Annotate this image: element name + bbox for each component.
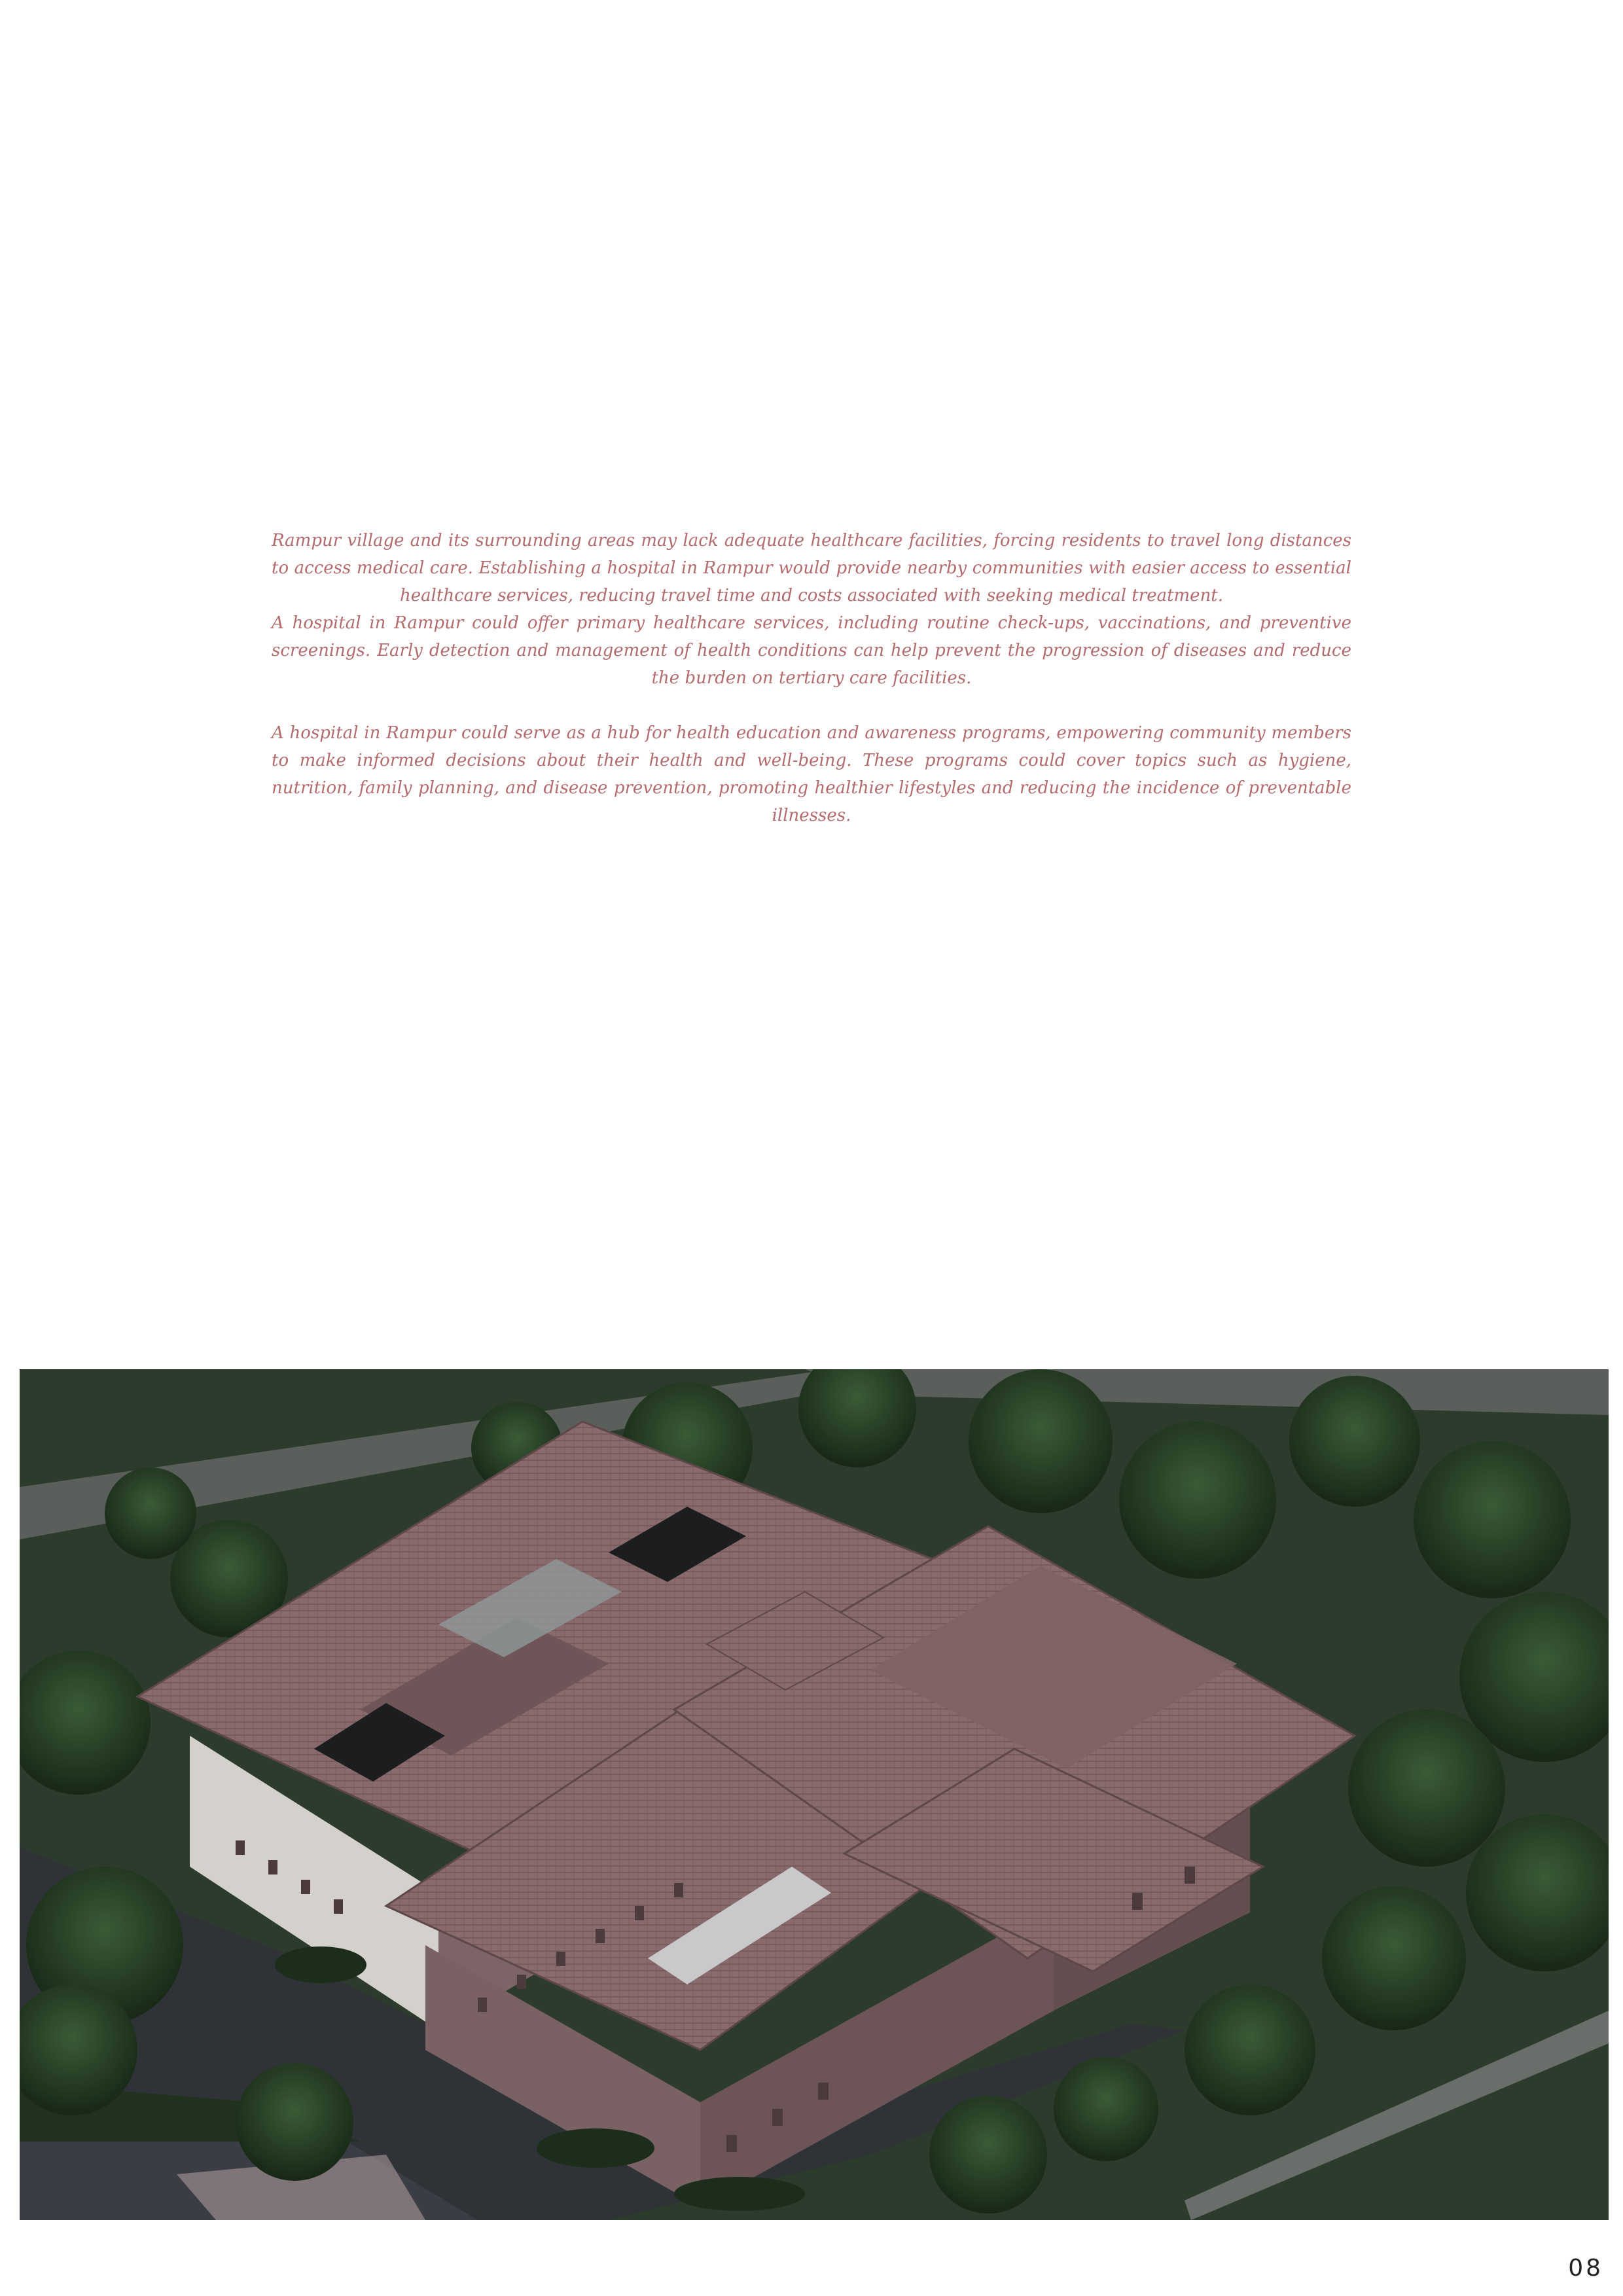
paragraph-3: A hospital in Rampur could serve as a hub for health education and awareness programs, empowering community members to make informed decisions about their health and well-being. These programs could cover topics such as hygiene, nutrition, family planning, and disease prevention, promoting healthier lifestyles and reducing the incidence of preventable illnesses. bbox=[272, 723, 1351, 825]
render-illustration bbox=[20, 1369, 1609, 2220]
paragraph-1: Rampur village and its surrounding areas may lack adequate healthcare facilities, forcing residents to travel long distances to access medical care. Establishing a hospital in Rampur would provide nearby communities with easier access to essential healthcare services, reducing travel time and costs associated with seeking medical treatment. bbox=[272, 531, 1351, 605]
page-number: 08 bbox=[1568, 2255, 1603, 2282]
hospital-aerial-render bbox=[20, 1369, 1609, 2220]
paragraph-2: A hospital in Rampur could offer primary healthcare services, including routine check-ups, vaccinations, and preventive screenings. Early detection and management of health conditions can help prevent the progression of diseases and reduce the burden on tertiary care facilities. bbox=[272, 613, 1351, 688]
intro-text bbox=[272, 527, 1351, 829]
